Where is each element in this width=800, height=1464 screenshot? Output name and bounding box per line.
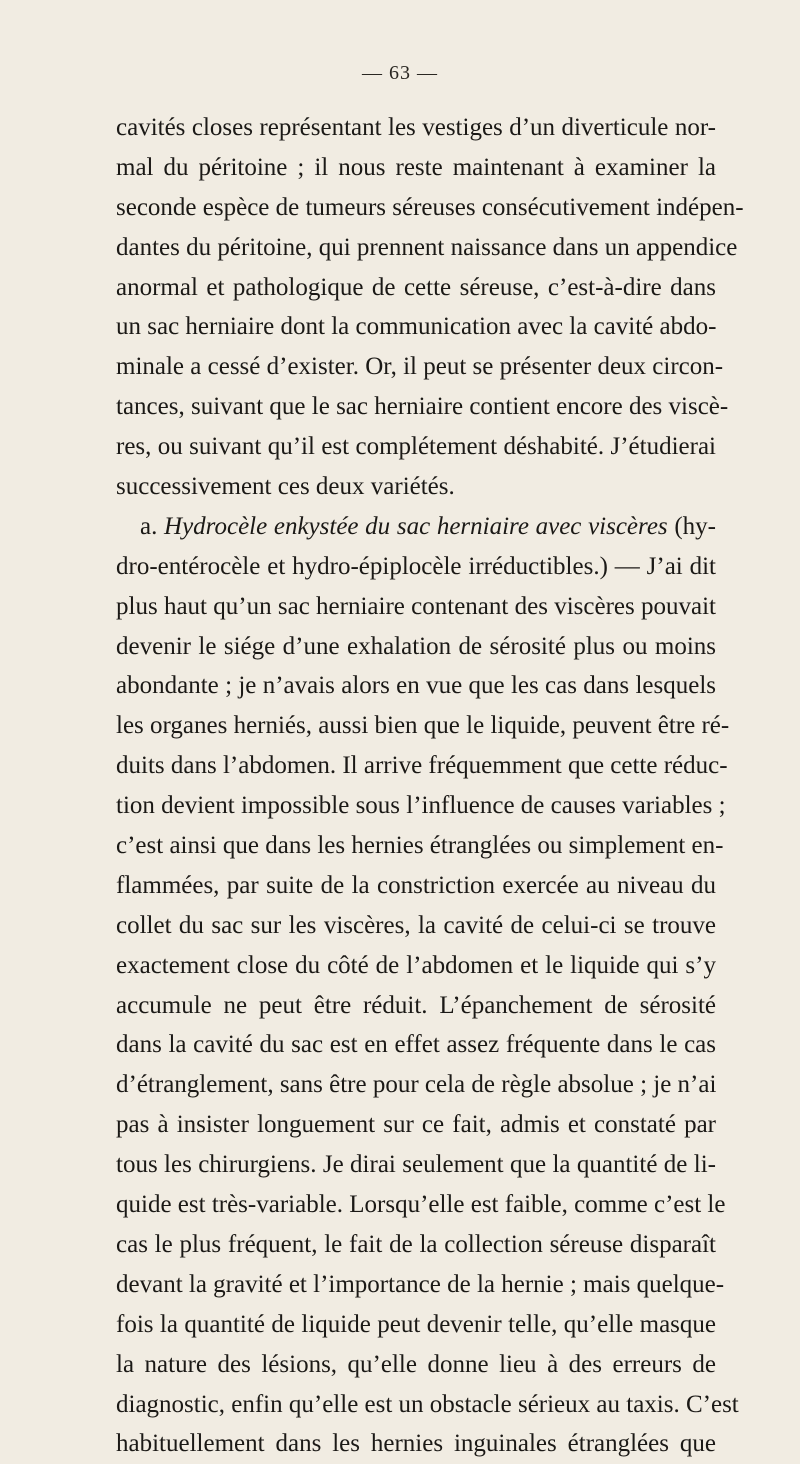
section-title: Hydrocèle enkystée du sac herniaire avec viscères — [164, 512, 668, 540]
paragraph-1 — [116, 108, 744, 507]
text-line: habituellement dans les hernies inguinales étranglées que — [116, 1430, 716, 1458]
text-line: mal du péritoine ; il nous reste maintenant à examiner la — [116, 153, 716, 181]
text-line: collet du sac sur les viscères, la cavité de celui-ci se trouve — [116, 911, 716, 939]
text-line: abondante ; je n’avais alors en vue que les cas dans lesquels — [116, 672, 716, 700]
text-line: cas le plus fréquent, le fait de la collection séreuse disparaît — [116, 1230, 716, 1258]
text-line: successivement ces deux variétés. — [116, 473, 455, 501]
page-number: — 63 — — [362, 62, 438, 84]
text-line: duits dans l’abdomen. Il arrive fréquemment que cette réduc- — [116, 752, 728, 780]
text-line: d’étranglement, sans être pour cela de règle absolue ; je n’ai — [116, 1071, 717, 1099]
section-heading-line — [116, 507, 716, 547]
section-heading-suffix: (hy- — [667, 512, 716, 540]
text-line: plus haut qu’un sac herniaire contenant des viscères pouvait — [116, 592, 716, 620]
text-line: exactement close du côté de l’abdomen et le liquide qui s’y — [116, 951, 716, 979]
text-line: minale a cessé d’exister. Or, il peut se présenter deux circon- — [116, 353, 724, 381]
section-label: a. — [140, 512, 165, 540]
text-line: flammées, par suite de la constriction exercée au niveau du — [116, 871, 716, 899]
text-line: cavités closes représentant les vestiges d’un diverticule nor- — [116, 114, 716, 141]
text-line: fois la quantité de liquide peut devenir telle, qu’elle masque — [116, 1310, 716, 1338]
body-text — [116, 108, 744, 1464]
paragraph-2 — [116, 507, 739, 1464]
text-line: anormal et pathologique de cette séreuse, c’est-à-dire dans — [116, 273, 716, 301]
text-line: pas à insister longuement sur ce fait, admis et constaté par — [116, 1111, 716, 1139]
text-line: un sac herniaire dont la communication avec la cavité abdo- — [116, 313, 717, 341]
text-line: tances, suivant que le sac herniaire contient encore des viscè- — [116, 393, 729, 421]
text-line: la nature des lésions, qu’elle donne lieu à des erreurs de — [116, 1350, 716, 1378]
text-line: c’est ainsi que dans les hernies étranglées ou simplement en- — [116, 832, 724, 860]
text-line: seconde espèce de tumeurs séreuses consécutivement indépen- — [116, 193, 744, 221]
text-line: res, ou suivant qu’il est complétement déshabité. J’étudierai — [116, 433, 716, 461]
text-line: dantes du péritoine, qui prennent naissance dans un appendice — [116, 233, 738, 261]
text-line: les organes herniés, aussi bien que le liquide, peuvent être ré- — [116, 712, 730, 740]
text-line: devenir le siége d’une exhalation de sérosité plus ou moins — [116, 632, 716, 660]
text-line: tion devient impossible sous l’influence de causes variables ; — [116, 792, 726, 820]
text-line: diagnostic, enfin qu’elle est un obstacle sérieux au taxis. C’est — [116, 1390, 739, 1418]
text-line: accumule ne peut être réduit. L’épanchement de sérosité — [116, 991, 716, 1019]
text-line: quide est très-variable. Lorsqu’elle est faible, comme c’est le — [116, 1191, 726, 1219]
text-line: dans la cavité du sac est en effet assez fréquente dans le cas — [116, 1031, 716, 1059]
text-line: dro-entérocèle et hydro-épiplocèle irréductibles.) — J’ai dit — [116, 552, 716, 580]
text-line: tous les chirurgiens. Je dirai seulement que la quantité de li- — [116, 1151, 716, 1179]
text-line: devant la gravité et l’importance de la hernie ; mais quelque- — [116, 1270, 725, 1298]
